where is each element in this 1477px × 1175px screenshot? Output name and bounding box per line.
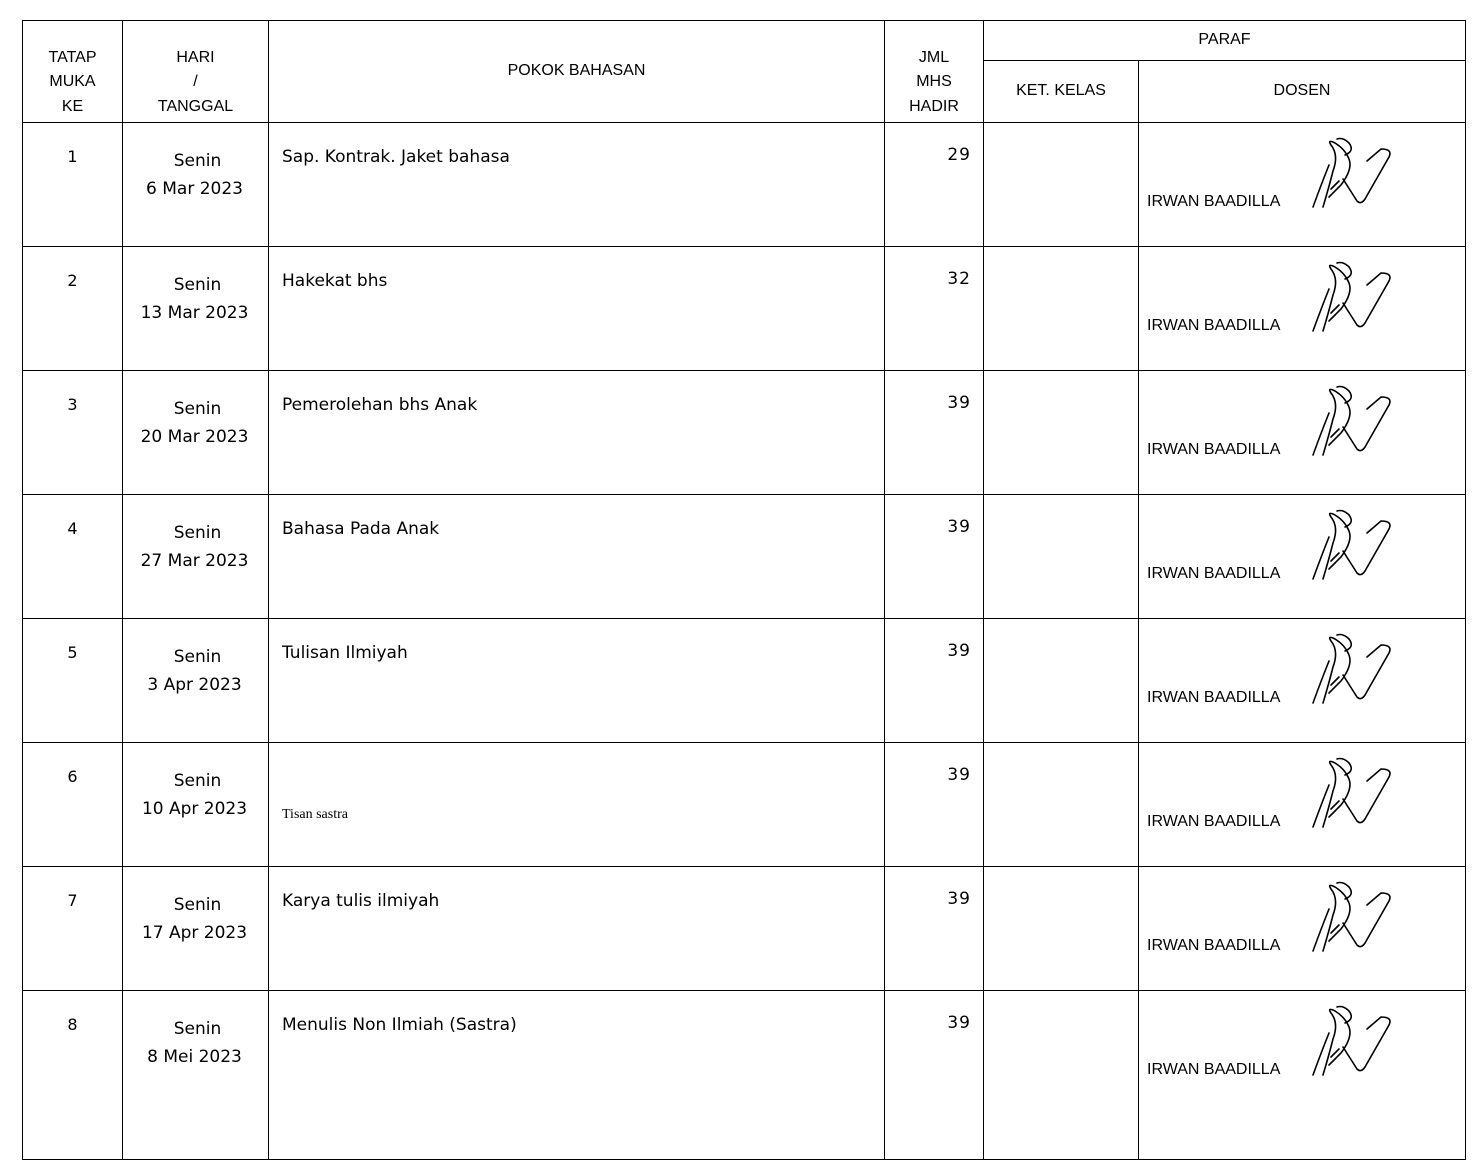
row-topic: Tisan sastra <box>269 743 885 867</box>
header-jml-mhs-hadir <box>885 21 984 123</box>
row-dosen <box>1139 123 1466 247</box>
row-date-value: 3 Apr 2023 <box>147 675 242 696</box>
header-jml-line3: HADIR <box>909 98 959 116</box>
dosen-name: IRWAN BAADILLA <box>1147 317 1281 334</box>
table-row <box>23 247 1466 371</box>
row-attendance-count: 32 <box>885 247 984 371</box>
row-attendance-count: 39 <box>885 867 984 991</box>
row-date <box>123 619 269 743</box>
header-tatap-muka <box>23 21 123 123</box>
row-attendance-count: 39 <box>885 495 984 619</box>
signature-image <box>1309 383 1409 461</box>
header-paraf: PARAF <box>984 21 1466 61</box>
row-ket-kelas <box>984 495 1139 619</box>
row-number: 8 <box>23 991 123 1160</box>
signature-image <box>1309 507 1409 585</box>
row-day: Senin <box>173 399 222 419</box>
row-date-value: 27 Mar 2023 <box>140 551 249 572</box>
row-date <box>123 743 269 867</box>
row-ket-kelas <box>984 991 1139 1160</box>
row-attendance-count: 39 <box>885 991 984 1160</box>
row-topic: Pemerolehan bhs Anak <box>269 371 885 495</box>
header-jml-line2: MHS <box>916 73 952 91</box>
row-topic: Karya tulis ilmiyah <box>269 867 885 991</box>
row-number: 4 <box>23 495 123 619</box>
signature-image <box>1309 135 1409 213</box>
header-hari-line2: / <box>193 73 198 91</box>
row-ket-kelas <box>984 867 1139 991</box>
header-tatap-muka-line2: MUKA <box>49 73 96 91</box>
row-attendance-count: 39 <box>885 619 984 743</box>
header-hari-line1: HARI <box>176 48 215 66</box>
row-dosen <box>1139 247 1466 371</box>
row-number: 7 <box>23 867 123 991</box>
row-date-value: 20 Mar 2023 <box>140 427 249 448</box>
row-topic: Sap. Kontrak. Jaket bahasa <box>269 123 885 247</box>
row-day: Senin <box>173 151 222 171</box>
header-hari-tanggal <box>123 21 269 123</box>
row-topic: Hakekat bhs <box>269 247 885 371</box>
row-number: 3 <box>23 371 123 495</box>
dosen-name: IRWAN BAADILLA <box>1147 565 1281 582</box>
table-row <box>23 867 1466 991</box>
row-day: Senin <box>173 647 222 667</box>
row-number: 5 <box>23 619 123 743</box>
row-date <box>123 991 269 1160</box>
row-number: 6 <box>23 743 123 867</box>
row-date <box>123 247 269 371</box>
signature-image <box>1309 879 1409 957</box>
header-tatap-muka-line1: TATAP <box>48 48 97 66</box>
header-jml-line1: JML <box>918 48 950 66</box>
row-topic: Menulis Non Ilmiah (Sastra) <box>269 991 885 1160</box>
row-day: Senin <box>173 275 222 295</box>
row-ket-kelas <box>984 247 1139 371</box>
row-topic: Tulisan Ilmiyah <box>269 619 885 743</box>
row-date-value: 10 Apr 2023 <box>141 799 248 820</box>
header-hari-line3: TANGGAL <box>157 98 234 116</box>
dosen-name: IRWAN BAADILLA <box>1147 937 1281 954</box>
table-row <box>23 743 1466 867</box>
signature-image <box>1309 631 1409 709</box>
dosen-name: IRWAN BAADILLA <box>1147 1061 1281 1078</box>
row-dosen <box>1139 495 1466 619</box>
signature-image <box>1309 1003 1409 1081</box>
row-date <box>123 371 269 495</box>
signature-image <box>1309 259 1409 337</box>
row-date <box>123 123 269 247</box>
row-attendance-count: 39 <box>885 743 984 867</box>
row-attendance-count: 29 <box>885 123 984 247</box>
row-topic: Bahasa Pada Anak <box>269 495 885 619</box>
dosen-name: IRWAN BAADILLA <box>1147 689 1281 706</box>
row-day: Senin <box>173 523 222 543</box>
table-row <box>23 495 1466 619</box>
row-number: 1 <box>23 123 123 247</box>
row-number: 2 <box>23 247 123 371</box>
row-ket-kelas <box>984 123 1139 247</box>
row-attendance-count: 39 <box>885 371 984 495</box>
header-pokok-bahasan: POKOK BAHASAN <box>269 21 885 123</box>
row-ket-kelas <box>984 619 1139 743</box>
row-dosen <box>1139 991 1466 1160</box>
row-day: Senin <box>173 1019 222 1039</box>
row-date-value: 13 Mar 2023 <box>140 303 249 324</box>
header-tatap-muka-line3: KE <box>61 98 84 116</box>
attendance-table <box>22 20 1466 1160</box>
row-dosen <box>1139 743 1466 867</box>
table-row <box>23 371 1466 495</box>
header-dosen: DOSEN <box>1139 61 1466 123</box>
row-date-value: 17 Apr 2023 <box>141 923 248 944</box>
row-day: Senin <box>173 895 222 915</box>
table-row <box>23 991 1466 1160</box>
header-ket-kelas: KET. KELAS <box>984 61 1139 123</box>
dosen-name: IRWAN BAADILLA <box>1147 193 1281 210</box>
row-ket-kelas <box>984 371 1139 495</box>
row-dosen <box>1139 867 1466 991</box>
row-dosen <box>1139 371 1466 495</box>
row-date <box>123 867 269 991</box>
table-row <box>23 619 1466 743</box>
row-dosen <box>1139 619 1466 743</box>
row-ket-kelas <box>984 743 1139 867</box>
row-day: Senin <box>173 771 222 791</box>
row-date-value: 6 Mar 2023 <box>146 179 243 200</box>
signature-image <box>1309 755 1409 833</box>
table-row <box>23 123 1466 247</box>
row-date-value: 8 Mei 2023 <box>147 1047 242 1068</box>
dosen-name: IRWAN BAADILLA <box>1147 441 1281 458</box>
dosen-name: IRWAN BAADILLA <box>1147 813 1281 830</box>
row-date <box>123 495 269 619</box>
